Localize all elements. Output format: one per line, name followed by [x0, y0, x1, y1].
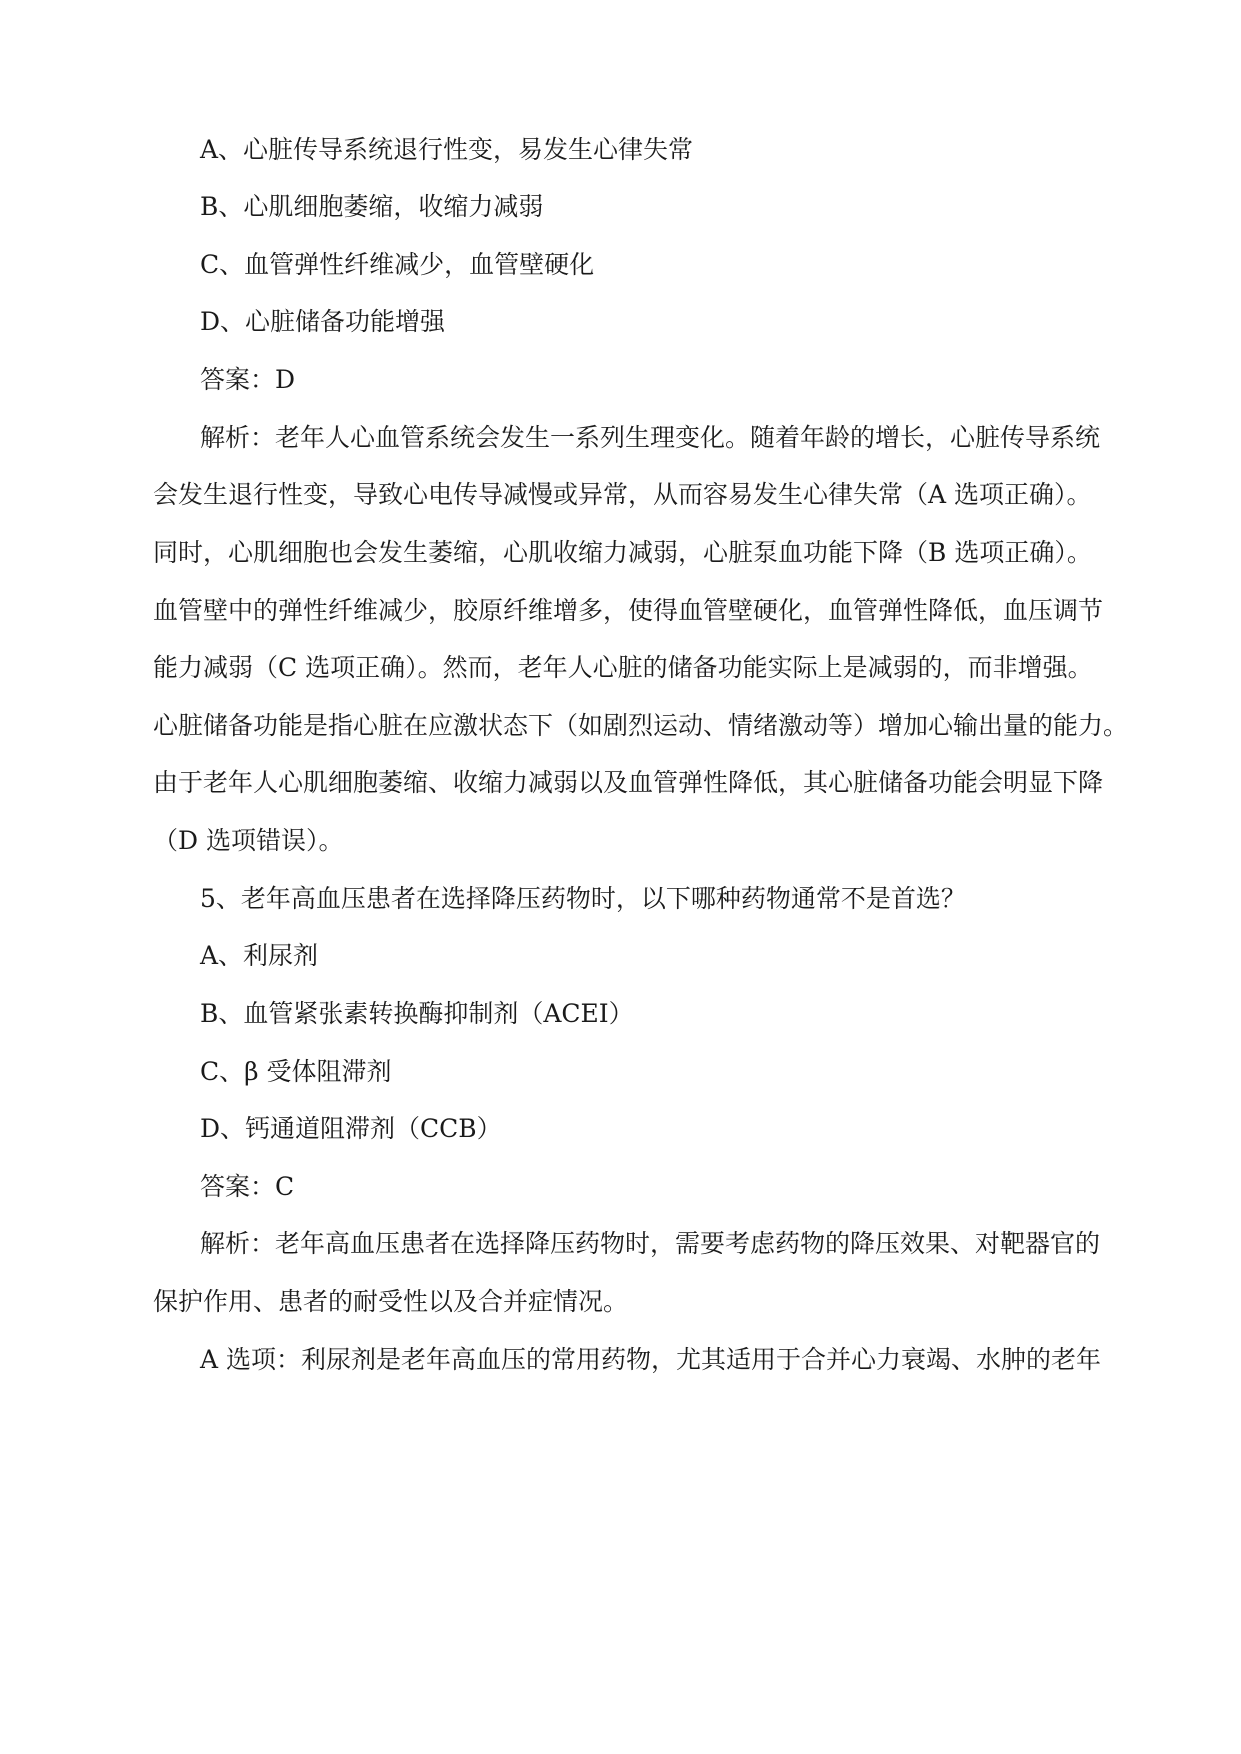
q4-analysis-line: （D 选项错误）。: [153, 826, 344, 855]
q5-analysis-line: 保护作用、患者的耐受性以及合并症情况。: [153, 1287, 629, 1316]
q5-question: 5、老年高血压患者在选择降压药物时，以下哪种药物通常不是首选？: [200, 884, 966, 913]
q4-analysis-line: 心脏储备功能是指心脏在应激状态下（如剧烈运动、情绪激动等）增加心输出量的能力。: [153, 711, 1129, 740]
q5-analysis-line: 解析：老年高血压患者在选择降压药物时，需要考虑药物的降压效果、对靶器官的: [200, 1229, 1101, 1258]
q5-option-a-analysis: A 选项：利尿剂是老年高血压的常用药物，尤其适用于合并心力衰竭、水肿的老年: [200, 1345, 1102, 1374]
q5-answer: 答案：C: [200, 1172, 295, 1201]
q4-analysis-line: 能力减弱（C 选项正确）。然而，老年人心脏的储备功能实际上是减弱的，而非增强。: [153, 653, 1093, 682]
q5-option-b: B、血管紧张素转换酶抑制剂（ACEI）: [200, 999, 634, 1028]
q4-analysis-line: 同时，心肌细胞也会发生萎缩，心肌收缩力减弱，心脏泵血功能下降（B 选项正确）。: [153, 538, 1092, 567]
q4-analysis-line: 血管壁中的弹性纤维减少，胶原纤维增多，使得血管壁硬化，血管弹性降低，血压调节: [153, 596, 1104, 625]
q4-analysis-line: 由于老年人心肌细胞萎缩、收缩力减弱以及血管弹性降低，其心脏储备功能会明显下降: [153, 768, 1104, 797]
q5-option-d: D、钙通道阻滞剂（CCB）: [200, 1114, 502, 1143]
q5-option-a: A、利尿剂: [200, 941, 319, 970]
q5-option-c: C、β 受体阻滞剂: [200, 1057, 392, 1086]
q4-option-d: D、心脏储备功能增强: [200, 307, 446, 336]
q4-option-c: C、血管弹性纤维减少，血管壁硬化: [200, 250, 595, 279]
q4-option-b: B、心肌细胞萎缩，收缩力减弱: [200, 192, 544, 221]
q4-answer: 答案：D: [200, 365, 296, 394]
q4-option-a: A、心脏传导系统退行性变，易发生心律失常: [200, 135, 694, 164]
q4-analysis-line: 解析：老年人心血管系统会发生一系列生理变化。随着年龄的增长，心脏传导系统: [200, 423, 1101, 452]
q4-analysis-line: 会发生退行性变，导致心电传导减慢或异常，从而容易发生心律失常（A 选项正确）。: [153, 480, 1092, 509]
